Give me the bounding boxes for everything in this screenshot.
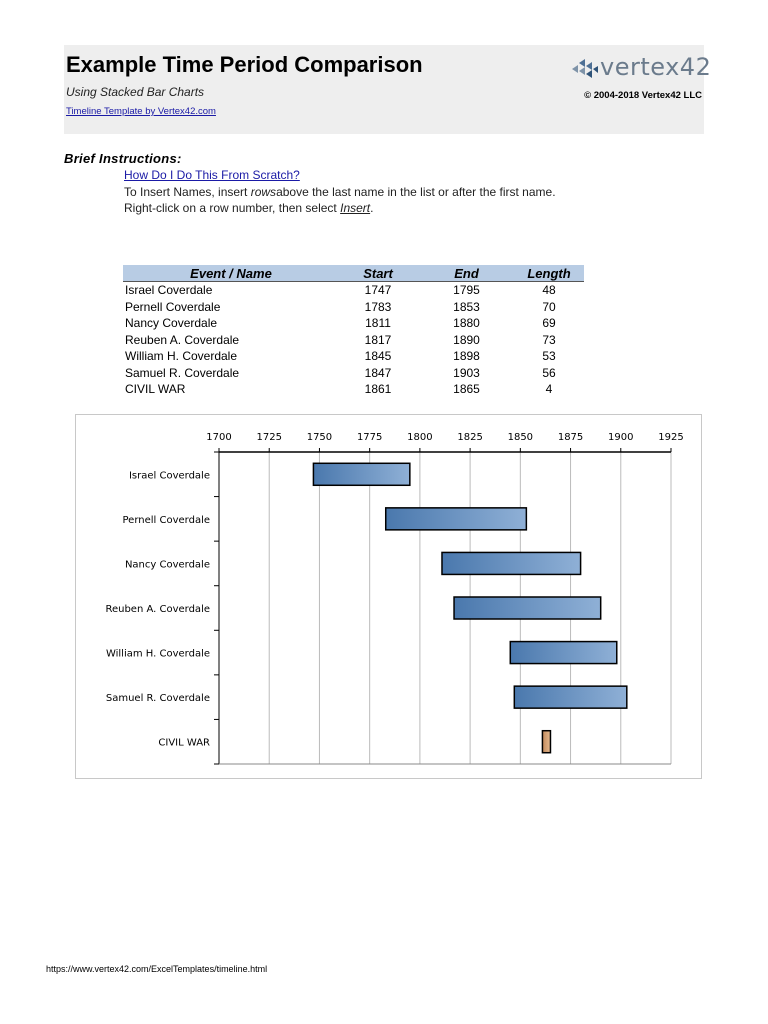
cell-length: 73 bbox=[542, 332, 556, 347]
category-label: Samuel R. Coverdale bbox=[105, 693, 210, 705]
category-label: Israel Coverdale bbox=[128, 470, 210, 482]
period-bar bbox=[542, 731, 550, 753]
column-header-name: Event / Name bbox=[123, 265, 337, 282]
instruction-line-2: Right-click on a row number, then select Insert. bbox=[124, 201, 374, 215]
period-bar bbox=[386, 508, 527, 530]
cell-end: 1898 bbox=[453, 349, 480, 364]
period-bar bbox=[442, 552, 581, 574]
x-tick-label: 1775 bbox=[356, 432, 383, 443]
column-header-length: Length bbox=[514, 265, 584, 282]
x-tick-label: 1725 bbox=[256, 432, 282, 443]
page-subtitle: Using Stacked Bar Charts bbox=[66, 85, 205, 99]
x-tick-label: 1925 bbox=[658, 432, 684, 443]
x-tick-label: 1875 bbox=[557, 432, 584, 443]
cell-start: 1783 bbox=[364, 299, 392, 314]
cell-name: William H. Coverdale bbox=[125, 349, 238, 364]
cell-name: Nancy Coverdale bbox=[125, 316, 218, 331]
period-table bbox=[123, 265, 584, 398]
period-bar bbox=[514, 686, 626, 708]
table-header-row bbox=[123, 265, 584, 282]
category-label: CIVIL WAR bbox=[158, 737, 210, 749]
footer-url: https://www.vertex42.com/ExcelTemplates/timeline.html bbox=[46, 964, 268, 974]
vertex42-logo bbox=[570, 53, 712, 85]
cell-start: 1747 bbox=[364, 283, 392, 298]
cell-end: 1853 bbox=[453, 299, 480, 314]
x-tick-label: 1900 bbox=[608, 432, 634, 443]
cell-length: 70 bbox=[542, 299, 556, 314]
table-row bbox=[123, 365, 584, 382]
category-label: Pernell Coverdale bbox=[122, 514, 210, 526]
rows-emphasis: rows bbox=[250, 185, 277, 199]
cell-length: 53 bbox=[542, 349, 556, 364]
cell-name: CIVIL WAR bbox=[125, 382, 186, 397]
logo-wordmark: vertex42 bbox=[600, 53, 712, 81]
instruction-line-1: To Insert Names, insert rowsabove the last name in the list or after the first name. bbox=[124, 185, 556, 199]
table-row bbox=[123, 282, 584, 299]
category-label: Reuben A. Coverdale bbox=[105, 604, 210, 615]
cell-end: 1865 bbox=[453, 382, 480, 397]
period-bar bbox=[510, 642, 616, 664]
cell-name: Israel Coverdale bbox=[125, 283, 213, 298]
table-row bbox=[123, 299, 584, 316]
page-title: Example Time Period Comparison bbox=[66, 52, 423, 77]
x-tick-label: 1825 bbox=[457, 432, 483, 443]
table-row bbox=[123, 315, 584, 332]
copyright-notice: © 2004-2018 Vertex42 LLC bbox=[584, 90, 702, 101]
x-tick-label: 1700 bbox=[206, 432, 232, 443]
cell-name: Pernell Coverdale bbox=[125, 299, 221, 314]
timeline-chart-svg bbox=[76, 415, 701, 778]
insert-emphasis: Insert bbox=[340, 201, 371, 215]
cell-length: 69 bbox=[542, 316, 556, 331]
instructions-heading: Brief Instructions: bbox=[64, 151, 182, 166]
header-banner bbox=[64, 45, 712, 134]
table-row bbox=[123, 348, 584, 365]
cell-end: 1903 bbox=[453, 365, 480, 380]
cell-end: 1795 bbox=[453, 283, 480, 298]
cell-start: 1845 bbox=[364, 349, 392, 364]
cell-start: 1817 bbox=[364, 332, 392, 347]
cell-length: 4 bbox=[545, 382, 553, 397]
from-scratch-link[interactable]: How Do I Do This From Scratch? bbox=[124, 168, 300, 182]
cell-start: 1861 bbox=[364, 382, 392, 397]
cell-name: Samuel R. Coverdale bbox=[125, 365, 240, 380]
cell-end: 1880 bbox=[453, 316, 480, 331]
category-label: Nancy Coverdale bbox=[124, 559, 210, 571]
column-header-start: Start bbox=[337, 265, 419, 282]
period-bar bbox=[313, 463, 409, 485]
cell-start: 1847 bbox=[364, 365, 392, 380]
timeline-chart bbox=[75, 414, 702, 779]
period-bar bbox=[454, 597, 601, 619]
x-tick-label: 1800 bbox=[407, 432, 433, 443]
column-header-end: End bbox=[419, 265, 514, 282]
cell-length: 56 bbox=[542, 365, 556, 380]
cell-start: 1811 bbox=[365, 316, 391, 331]
logo-mark-icon bbox=[570, 55, 600, 81]
table-row bbox=[123, 332, 584, 349]
x-tick-label: 1750 bbox=[306, 432, 333, 443]
cell-length: 48 bbox=[542, 283, 556, 298]
cell-name: Reuben A. Coverdale bbox=[125, 332, 240, 347]
x-tick-label: 1850 bbox=[507, 432, 534, 443]
category-label: William H. Coverdale bbox=[105, 648, 210, 660]
table-row bbox=[123, 381, 584, 398]
cell-end: 1890 bbox=[453, 332, 480, 347]
template-link[interactable]: Timeline Template by Vertex42.com bbox=[66, 106, 216, 117]
